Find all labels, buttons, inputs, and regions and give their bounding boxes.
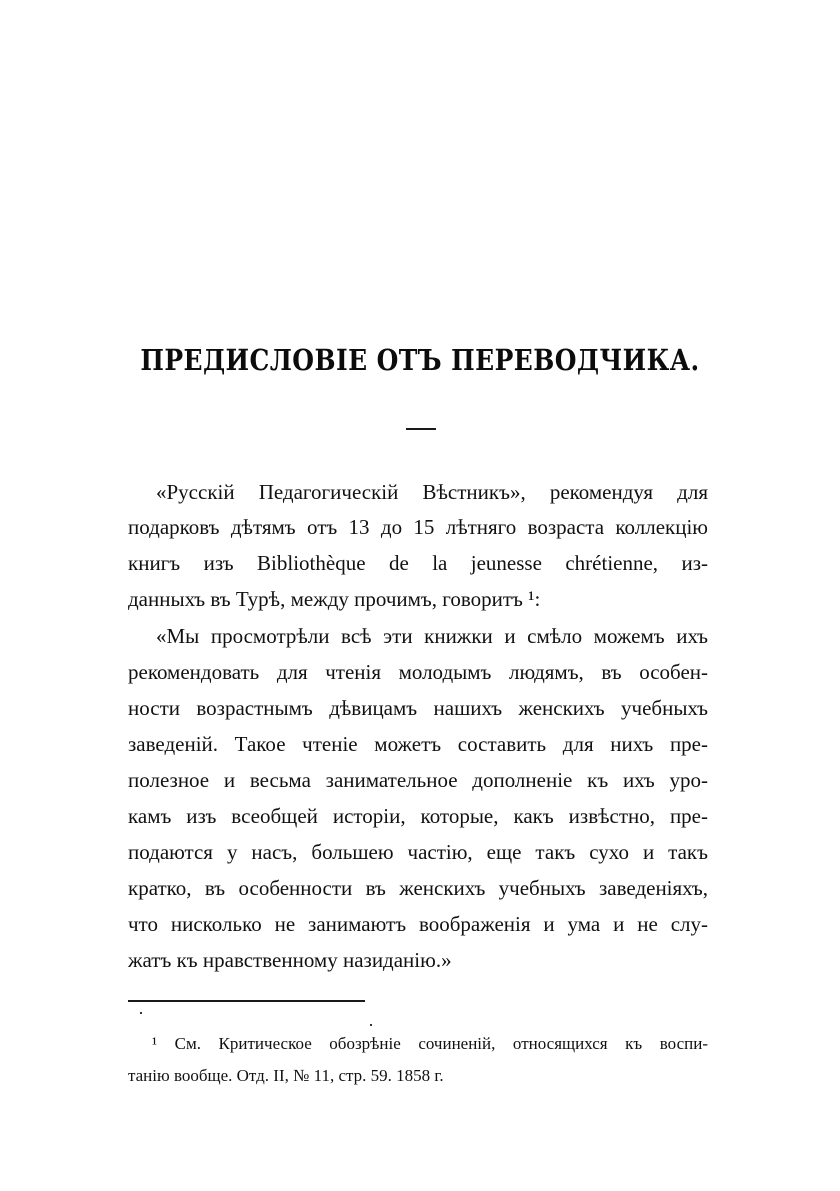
body-line-13: что нисколько не занимаютъ воображенія и ума и не слу- [128,912,708,936]
body-line-3: книгъ изъ Bibliothèque de la jeunesse chrétienne, из- [128,551,708,575]
footnote-separator [128,1000,365,1002]
body-line-10: камъ изъ всеобщей исторіи, которые, какъ извѣстно, пре- [128,804,708,828]
body-line-11: подаются у насъ, большею частію, еще такъ сухо и такъ [128,840,708,864]
footnote-line-1: ¹ См. Критическое обозрѣніе сочиненій, относящихся къ воспи- [152,1034,708,1053]
body-line-12: кратко, въ особенности въ женскихъ учебныхъ заведеніяхъ, [128,876,708,900]
print-speck [370,1024,372,1026]
body-line-5: «Мы просмотрѣли всѣ эти книжки и смѣло можемъ ихъ [156,624,708,648]
body-line-7: ности возрастнымъ дѣвицамъ нашихъ женскихъ учебныхъ [128,696,708,720]
page-title: ПРЕДИСЛОВІЕ ОТЪ ПЕРЕВОДЧИКА. [140,343,700,377]
body-line-2: подарковъ дѣтямъ отъ 13 до 15 лѣтняго возраста коллекцію [128,515,708,539]
body-line-9: полезное и весьма занимательное дополненіе къ ихъ уро- [128,768,708,792]
body-line-4: данныхъ въ Турѣ, между прочимъ, говоритъ ¹: [128,587,541,611]
print-speck [140,1012,142,1014]
body-line-1: «Русскій Педагогическій Вѣстникъ», рекомендуя для [156,480,708,504]
body-line-6: рекомендовать для чтенія молодымъ людямъ, въ особен- [128,660,708,684]
title-dash-divider [406,428,436,430]
footnote-line-2: танію вообще. Отд. II, № 11, стр. 59. 1858 г. [128,1066,444,1085]
body-line-8: заведеній. Такое чтеніе можетъ составить для нихъ пре- [128,732,708,756]
body-line-14: жатъ къ нравственному назиданію.» [128,948,452,972]
